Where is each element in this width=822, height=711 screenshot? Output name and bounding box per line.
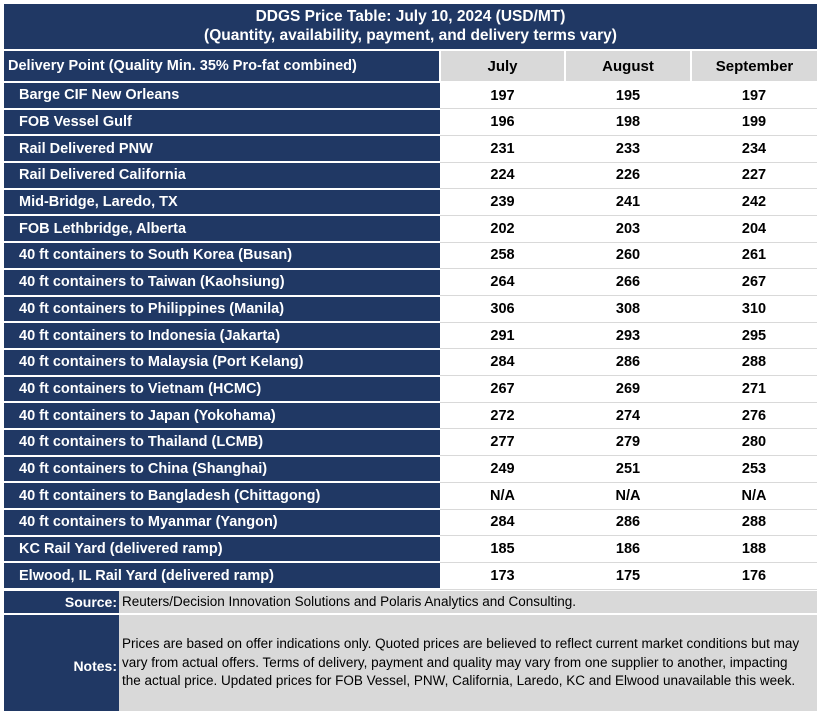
price-cell: 233 — [565, 135, 691, 162]
price-cell: 186 — [565, 536, 691, 563]
source-label: Source: — [4, 591, 119, 613]
price-cell: 269 — [565, 376, 691, 403]
table-row — [4, 82, 817, 109]
price-cell: 271 — [691, 376, 817, 403]
price-cell: 284 — [440, 349, 565, 376]
delivery-point-label: FOB Vessel Gulf — [4, 109, 440, 136]
source-text: Reuters/Decision Innovation Solutions and Polaris Analytics and Consulting. — [119, 591, 817, 613]
price-cell: 308 — [565, 296, 691, 323]
price-cell: 185 — [440, 536, 565, 563]
column-header-september: September — [691, 51, 817, 82]
price-cell: 188 — [691, 536, 817, 563]
notes-row — [4, 613, 817, 711]
delivery-point-label: KC Rail Yard (delivered ramp) — [4, 536, 440, 563]
price-table — [4, 51, 817, 590]
header-row — [4, 51, 817, 82]
price-cell: 267 — [691, 269, 817, 296]
price-cell: 286 — [565, 349, 691, 376]
table-row — [4, 162, 817, 189]
price-cell: N/A — [565, 482, 691, 509]
delivery-point-label: 40 ft containers to Thailand (LCMB) — [4, 429, 440, 456]
price-cell: 286 — [565, 509, 691, 536]
delivery-point-label: FOB Lethbridge, Alberta — [4, 215, 440, 242]
price-cell: 258 — [440, 242, 565, 269]
price-cell: 272 — [440, 402, 565, 429]
table-row — [4, 215, 817, 242]
price-cell: 306 — [440, 296, 565, 323]
price-cell: 279 — [565, 429, 691, 456]
price-cell: 276 — [691, 402, 817, 429]
delivery-point-label: 40 ft containers to Japan (Yokohama) — [4, 402, 440, 429]
table-row — [4, 242, 817, 269]
table-row — [4, 349, 817, 376]
table-row — [4, 402, 817, 429]
price-cell: 260 — [565, 242, 691, 269]
price-cell: 234 — [691, 135, 817, 162]
price-cell: 249 — [440, 456, 565, 483]
table-row — [4, 562, 817, 589]
delivery-point-label: 40 ft containers to Malaysia (Port Kelang) — [4, 349, 440, 376]
price-cell: 266 — [565, 269, 691, 296]
price-cell: 288 — [691, 349, 817, 376]
price-cell: 310 — [691, 296, 817, 323]
table-row — [4, 536, 817, 563]
price-cell: 224 — [440, 162, 565, 189]
price-cell: 277 — [440, 429, 565, 456]
price-cell: 231 — [440, 135, 565, 162]
price-table-container — [4, 4, 817, 711]
delivery-point-label: 40 ft containers to South Korea (Busan) — [4, 242, 440, 269]
price-cell: 239 — [440, 189, 565, 216]
table-row — [4, 482, 817, 509]
delivery-point-label: Rail Delivered California — [4, 162, 440, 189]
price-cell: 204 — [691, 215, 817, 242]
delivery-point-label: 40 ft containers to Bangladesh (Chittagong) — [4, 482, 440, 509]
delivery-point-label: 40 ft containers to Myanmar (Yangon) — [4, 509, 440, 536]
price-cell: 280 — [691, 429, 817, 456]
price-cell: 198 — [565, 109, 691, 136]
notes-label: Notes: — [4, 615, 119, 711]
price-cell: 242 — [691, 189, 817, 216]
price-cell: 226 — [565, 162, 691, 189]
delivery-point-label: 40 ft containers to China (Shanghai) — [4, 456, 440, 483]
table-row — [4, 296, 817, 323]
delivery-point-label: 40 ft containers to Taiwan (Kaohsiung) — [4, 269, 440, 296]
price-cell: 264 — [440, 269, 565, 296]
price-cell: 274 — [565, 402, 691, 429]
price-cell: 253 — [691, 456, 817, 483]
notes-text: Prices are based on offer indications only. Quoted prices are believed to reflect current market conditions but may vary from actual offers. Terms of delivery, payment and quality may vary from one supplier to another, impacting the actual price. Updated prices for FOB Vessel, PNW, California, Laredo, KC and Elwood unavailable this week. — [119, 615, 817, 711]
column-header-july: July — [440, 51, 565, 82]
price-cell: 197 — [440, 82, 565, 109]
delivery-point-label: 40 ft containers to Philippines (Manila) — [4, 296, 440, 323]
price-cell: 293 — [565, 322, 691, 349]
table-row — [4, 429, 817, 456]
price-cell: 284 — [440, 509, 565, 536]
table-row — [4, 509, 817, 536]
table-title-block — [4, 4, 817, 51]
price-cell: 173 — [440, 562, 565, 589]
table-row — [4, 322, 817, 349]
price-cell: 175 — [565, 562, 691, 589]
table-row — [4, 109, 817, 136]
row-header-label: Delivery Point (Quality Min. 35% Pro-fat combined) — [4, 51, 440, 82]
price-cell: N/A — [691, 482, 817, 509]
price-cell: 241 — [565, 189, 691, 216]
price-cell: 288 — [691, 509, 817, 536]
table-subtitle: (Quantity, availability, payment, and delivery terms vary) — [204, 27, 617, 44]
price-cell: 251 — [565, 456, 691, 483]
column-header-august: August — [565, 51, 691, 82]
price-cell: 295 — [691, 322, 817, 349]
delivery-point-label: Barge CIF New Orleans — [4, 82, 440, 109]
price-cell: 199 — [691, 109, 817, 136]
price-cell: 176 — [691, 562, 817, 589]
price-cell: 197 — [691, 82, 817, 109]
price-cell: 227 — [691, 162, 817, 189]
delivery-point-label: Elwood, IL Rail Yard (delivered ramp) — [4, 562, 440, 589]
price-cell: 196 — [440, 109, 565, 136]
price-cell: 195 — [565, 82, 691, 109]
price-cell: 202 — [440, 215, 565, 242]
delivery-point-label: Rail Delivered PNW — [4, 135, 440, 162]
delivery-point-label: Mid-Bridge, Laredo, TX — [4, 189, 440, 216]
delivery-point-label: 40 ft containers to Vietnam (HCMC) — [4, 376, 440, 403]
price-cell: 291 — [440, 322, 565, 349]
table-row — [4, 456, 817, 483]
table-row — [4, 135, 817, 162]
table-row — [4, 269, 817, 296]
source-row — [4, 590, 817, 613]
table-row — [4, 189, 817, 216]
price-cell: 267 — [440, 376, 565, 403]
table-row — [4, 376, 817, 403]
price-cell: N/A — [440, 482, 565, 509]
price-cell: 261 — [691, 242, 817, 269]
price-cell: 203 — [565, 215, 691, 242]
table-title: DDGS Price Table: July 10, 2024 (USD/MT) — [255, 8, 566, 25]
delivery-point-label: 40 ft containers to Indonesia (Jakarta) — [4, 322, 440, 349]
